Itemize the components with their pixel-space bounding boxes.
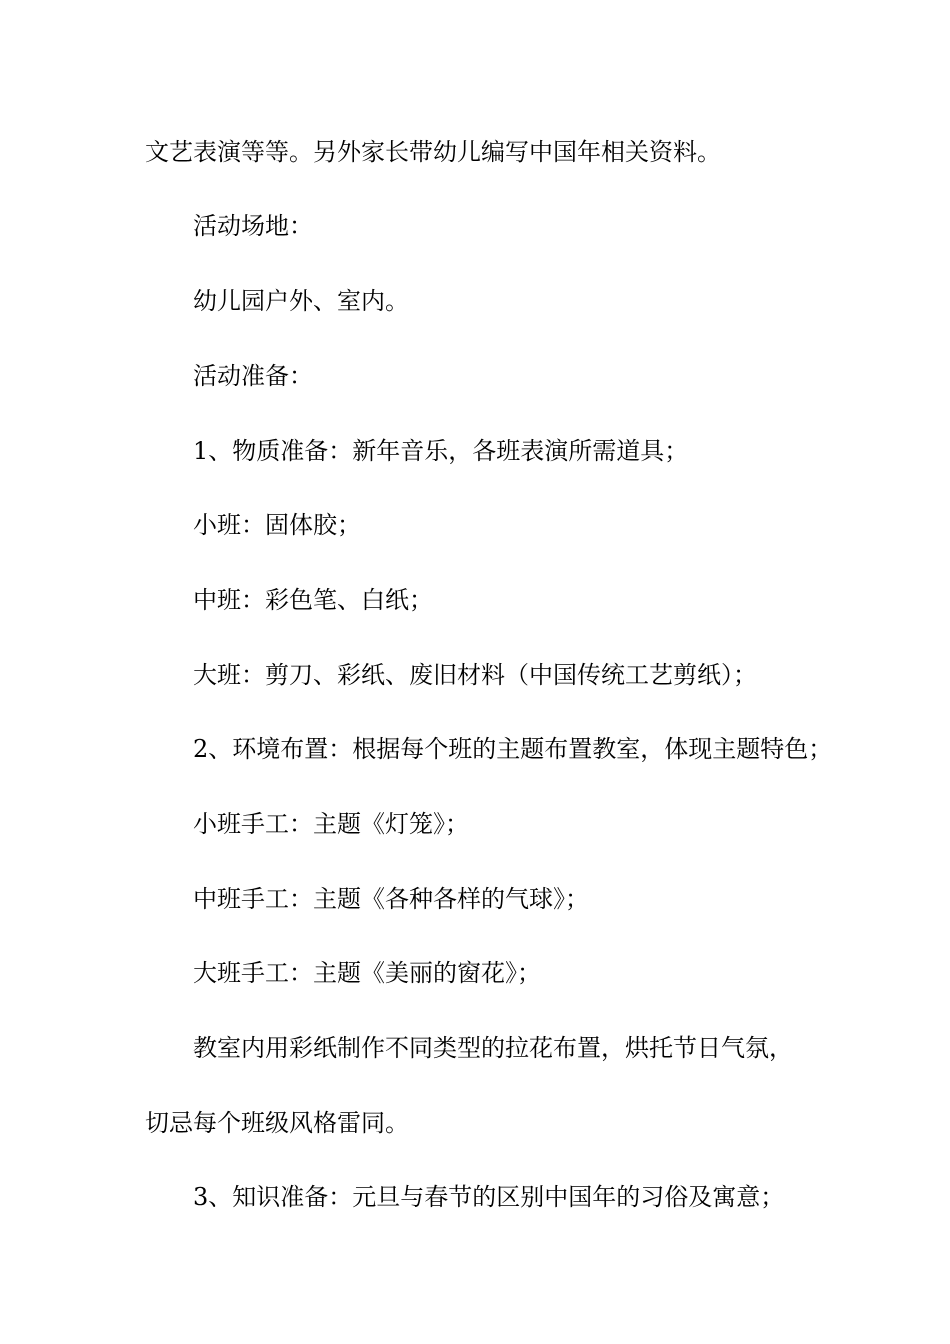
paragraph-classroom-decoration: 教室内用彩纸制作不同类型的拉花布置，烘托节日气氛， [193,1034,793,1062]
list-item-material-prep: 1、物质准备：新年音乐，各班表演所需道具； [193,437,689,465]
list-item-small-class: 小班：固体胶； [193,511,361,539]
list-item-middle-class-craft: 中班手工：主题《各种各样的气球》； [193,885,589,913]
list-item-environment-setup: 2、环境布置：根据每个班的主题布置教室，体现主题特色； [193,735,833,763]
heading-activity-venue: 活动场地： [193,212,313,240]
list-item-big-class: 大班：剪刀、彩纸、废旧材料（中国传统工艺剪纸）； [193,661,757,689]
list-item-big-class-craft: 大班手工：主题《美丽的窗花》； [193,959,541,987]
paragraph-venue: 幼儿园户外、室内。 [193,287,409,315]
paragraph-continuation: 文艺表演等等。另外家长带幼儿编写中国年相关资料。 [145,138,721,166]
list-item-knowledge-prep: 3、知识准备：元旦与春节的区别中国年的习俗及寓意； [193,1183,785,1211]
heading-activity-preparation: 活动准备： [193,362,313,390]
list-item-middle-class: 中班：彩色笔、白纸； [193,586,433,614]
list-item-small-class-craft: 小班手工：主题《灯笼》； [193,810,469,838]
paragraph-decoration-continued: 切忌每个班级风格雷同。 [145,1109,409,1137]
